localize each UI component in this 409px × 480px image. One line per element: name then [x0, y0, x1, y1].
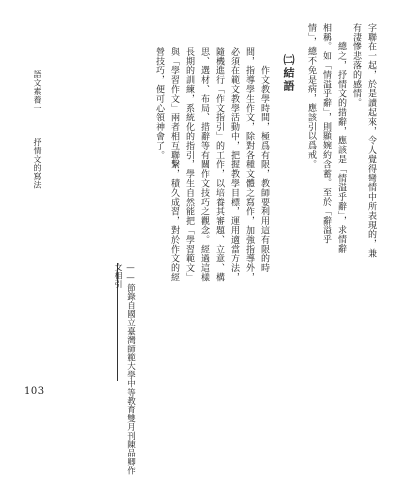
- text-column-7: 間，指導學生作文，除對各種文體之寫作，加強指導外，: [244, 47, 254, 282]
- running-header: [32, 70, 43, 189]
- text-column-2: 有淒慘悲落的感情。: [351, 23, 361, 108]
- text-column-11: 長期的訓練，系統化的指引，學生自然能把「學習範文」: [184, 47, 194, 282]
- text-column-3: 總之，抒情文的措辭，應該是「情溢乎辭」，求情辭: [336, 23, 346, 254]
- text-column-6: 作文教學時間，極爲有限，教師要利用這有限的時: [259, 47, 269, 273]
- source-citation: 文相引: [114, 263, 123, 289]
- text-column-8: 必須在範文教學活動中，把握教學目標，運用適當方法，: [229, 47, 239, 282]
- header-book-title: 語文素養一: [33, 70, 42, 113]
- page-number: 103: [24, 386, 45, 397]
- text-column-13: 營技巧，便可心領神會了。: [154, 47, 164, 160]
- text-column-5: 情」，總不免是病，應該引以爲戒。: [306, 23, 316, 169]
- text-column-1: 字聯在一起，於是讀起來，令人覺得彎情中所表現的，兼: [366, 23, 376, 258]
- text-column-12: 與「學習作文」兩者相互聯繫，積久成習，對於作文的經: [169, 47, 179, 282]
- source-note: ——節錄自國立臺灣師範大學中等教育雙月刊陳品卿作: [125, 263, 136, 475]
- text-column-9: 隨機進行「作文指引」的工作，以培養其審題、立意、構: [214, 47, 224, 282]
- section-heading: ㈡結語: [282, 54, 295, 93]
- header-chapter-title: 抒情文的寫法: [33, 137, 42, 189]
- text-column-10: 思、選材、布局、措辭等有關作文技巧之觀念。經過這樣: [199, 47, 209, 282]
- text-column-4: 相稱。如「情溢乎辭」，則顯婉約含蓄。至於「辭溢乎: [321, 23, 331, 245]
